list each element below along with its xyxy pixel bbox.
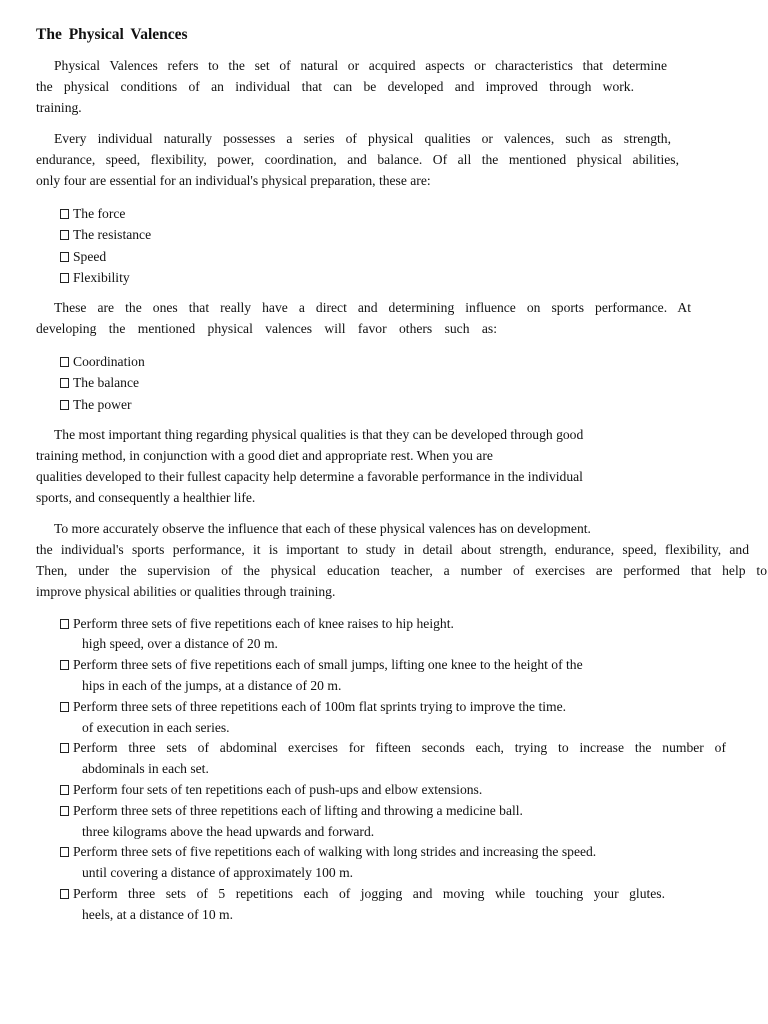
exercise-text-continued: three kilograms above the head upwards and forward. — [82, 823, 375, 839]
checkbox-glyph-icon — [60, 230, 69, 240]
checkbox-glyph-icon — [60, 252, 69, 262]
list-item-label: The power — [73, 396, 132, 412]
checkbox-glyph-icon — [60, 378, 69, 388]
exercise-item — [60, 801, 768, 843]
paragraph-line: To more accurately observe the influence that each of these physical valences has on development. — [54, 521, 591, 537]
exercise-text: Perform three sets of 5 repetitions each of jogging and moving while touching your glutes. — [73, 885, 665, 901]
exercise-item — [60, 738, 768, 780]
exercise-item — [60, 780, 768, 801]
exercise-text: Perform four sets of ten repetitions each of push-ups and elbow extensions. — [73, 781, 483, 797]
paragraph-line: developing the mentioned physical valences will favor others such as: — [36, 321, 497, 337]
checkbox-glyph-icon — [60, 806, 69, 816]
exercise-item — [60, 697, 768, 739]
paragraph-line: only four are essential for an individual's physical preparation, these are: — [36, 172, 431, 188]
list-item-label: The resistance — [73, 227, 152, 243]
checkbox-glyph-icon — [60, 785, 69, 795]
checkbox-glyph-icon — [60, 702, 69, 712]
paragraph-line: Then, under the supervision of the physical education teacher, a number of exercises are performed that help to — [36, 563, 767, 578]
paragraph-exercises-intro — [36, 519, 768, 602]
checkbox-glyph-icon — [60, 400, 69, 410]
exercise-text: Perform three sets of abdominal exercises for fifteen seconds each, trying to increase the number of — [73, 740, 726, 756]
paragraph-qualities — [36, 129, 768, 191]
list-item-label: Flexibility — [73, 270, 130, 285]
exercise-list — [36, 614, 768, 926]
checkbox-glyph-icon — [60, 847, 69, 857]
paragraph-line: training. — [36, 99, 82, 115]
list-item-label: Coordination — [73, 354, 145, 369]
paragraph-line: the physical conditions of an individual that can be developed and improved through work. — [36, 78, 634, 94]
checkbox-glyph-icon — [60, 357, 69, 367]
checkbox-glyph-icon — [60, 660, 69, 670]
list-item-label: The balance — [73, 375, 140, 391]
list-item — [60, 246, 768, 267]
exercise-text-continued: hips in each of the jumps, at a distance of 20 m. — [82, 677, 342, 693]
favored-valences-list — [36, 351, 768, 415]
exercise-item — [60, 655, 768, 697]
paragraph-line: Physical Valences refers to the set of natural or acquired aspects or characteristics that determine — [54, 58, 667, 73]
list-item — [60, 224, 768, 245]
exercise-text: Perform three sets of five repetitions each of knee raises to hip height. — [73, 615, 454, 631]
paragraph-development — [36, 425, 768, 508]
paragraph-line: the individual's sports performance, it is important to study in detail about strength, endurance, speed, flexibility, and — [36, 542, 749, 558]
exercise-text: Perform three sets of five repetitions each of small jumps, lifting one knee to the height of the — [73, 657, 583, 673]
exercise-item — [60, 884, 768, 926]
paragraph-intro — [36, 56, 768, 118]
list-item — [60, 394, 768, 415]
exercise-text-continued: of execution in each series. — [82, 719, 230, 735]
list-item — [60, 267, 768, 288]
checkbox-glyph-icon — [60, 209, 69, 219]
paragraph-line: training method, in conjunction with a good diet and appropriate rest. When you are — [36, 448, 493, 464]
exercise-text-continued: heels, at a distance of 10 m. — [82, 906, 233, 922]
exercise-text-continued: abdominals in each set. — [82, 761, 209, 777]
checkbox-glyph-icon — [60, 743, 69, 753]
paragraph-line: These are the ones that really have a direct and determining influence on sports performance. At — [54, 300, 691, 316]
paragraph-influence — [36, 298, 768, 340]
exercise-item — [60, 614, 768, 656]
checkbox-glyph-icon — [60, 889, 69, 899]
checkbox-glyph-icon — [60, 619, 69, 629]
paragraph-line: sports, and consequently a healthier life. — [36, 489, 256, 505]
exercise-text: Perform three sets of five repetitions each of walking with long strides and increasing the speed. — [73, 844, 597, 860]
list-item-label: Speed — [73, 248, 107, 264]
paragraph-line: Every individual naturally possesses a series of physical qualities or valences, such as strength, — [54, 131, 671, 147]
paragraph-line: endurance, speed, flexibility, power, coordination, and balance. Of all the mentioned physical abilities, — [36, 152, 679, 168]
exercise-text: Perform three sets of three repetitions each of 100m flat sprints trying to improve the time. — [73, 698, 567, 714]
page-title: The Physical Valences — [36, 26, 188, 43]
paragraph-line: qualities developed to their fullest capacity help determine a favorable performance in the individual — [36, 468, 583, 484]
essential-valences-list — [36, 203, 768, 289]
checkbox-glyph-icon — [60, 273, 69, 283]
list-item — [60, 372, 768, 393]
paragraph-line: The most important thing regarding physical qualities is that they can be developed through good — [54, 427, 584, 443]
list-item-label: The force — [73, 205, 126, 221]
list-item — [60, 203, 768, 224]
list-item — [60, 351, 768, 372]
document-page — [36, 24, 768, 926]
exercise-item — [60, 842, 768, 884]
exercise-text: Perform three sets of three repetitions each of lifting and throwing a medicine ball. — [73, 802, 523, 818]
exercise-text-continued: high speed, over a distance of 20 m. — [82, 636, 278, 652]
paragraph-line: improve physical abilities or qualities through training. — [36, 583, 336, 599]
exercise-text-continued: until covering a distance of approximately 100 m. — [82, 865, 354, 881]
